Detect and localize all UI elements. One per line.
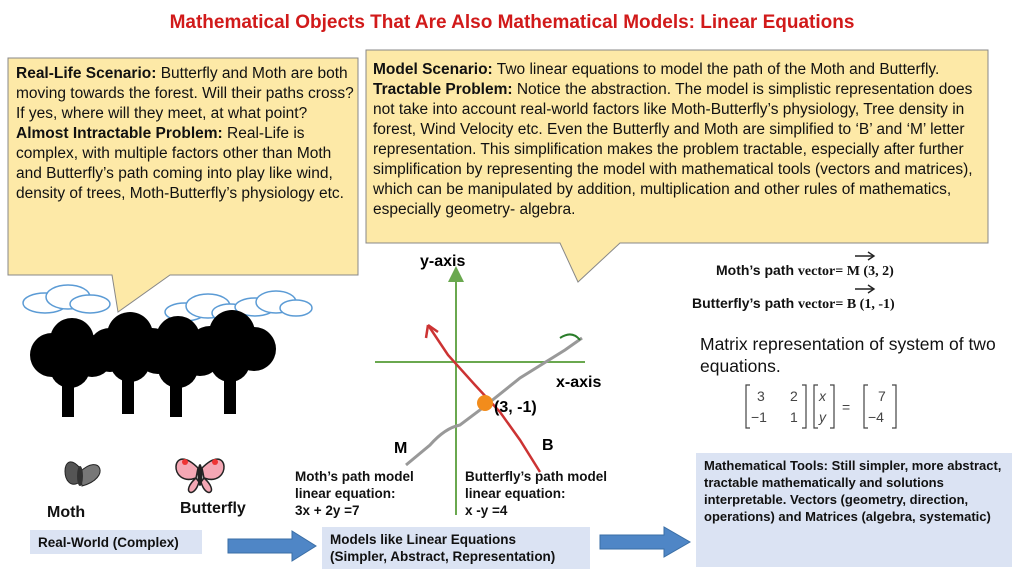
real-world-box: Real-World (Complex)	[30, 530, 202, 554]
matrix-a21: −1	[751, 409, 767, 425]
intractable-text: Real-Life is complex, with multiple factors other than Moth and Butterfly’s path coming into play like wind, density of trees, Moth-Butterfly’s physiology etc.	[16, 125, 344, 202]
matrix-rhs-1: 7	[878, 388, 886, 404]
tools-box: Mathematical Tools: Still simpler, more abstract, tractable mathematically and solutions interpretable. Vectors (geometry, direction, operations) and Matrices (algebra, systematic)	[696, 453, 1012, 567]
real-life-scenario-text: Butterfly and Moth are both moving towards the forest. Will their paths cross? If yes, where will they meet, at what point?	[16, 65, 354, 122]
tractable-label: Tractable Problem:	[373, 81, 513, 98]
tractable-text: Notice the abstraction. The model is simplistic representation does not take into account real-world factors like Moth-Butterfly’s physiology, Tree density in forest, Wind Velocity etc. Even the Butterfly and Moth are simplified to ‘B’ and ‘M’ letter representation. This simplification makes the problem tractable, especially after further simplification by representing the model with mathematical tools (vectors and matrices), which can be manipulated by addition, multiplication and other rules of mathematics, especially geometry- algebra.	[373, 81, 973, 218]
moth-eq-line2: linear equation:	[295, 486, 396, 501]
matrix-rhs-2: −4	[868, 409, 884, 425]
model-scenario-label: Model Scenario:	[373, 61, 493, 78]
intractable-label: Almost Intractable Problem:	[16, 125, 223, 142]
b-label: B	[542, 437, 554, 454]
matrix-var-x: x	[819, 388, 826, 404]
butterfly-vector-word: vector=	[798, 297, 844, 312]
moth-vector-prefix: Moth’s path	[716, 262, 798, 278]
models-line2: (Simpler, Abstract, Representation)	[330, 549, 556, 564]
arrow-right-icon	[600, 527, 690, 557]
moth-vector-value: M (3, 2)	[843, 264, 894, 279]
matrix-caption: Matrix representation of system of two equations.	[700, 334, 996, 376]
moth-label: Moth	[47, 504, 86, 521]
moth-eq-line1: Moth’s path model	[295, 469, 414, 484]
real-life-scenario-label: Real-Life Scenario:	[16, 65, 157, 82]
matrix-var-y: y	[819, 409, 826, 425]
butterfly-eq-line1: Butterfly’s path model	[465, 469, 608, 484]
butterfly-vector-prefix: Butterfly’s path	[692, 295, 799, 311]
arrow-right-icon	[228, 531, 316, 561]
butterfly-eq-line3: x -y =4	[465, 503, 508, 518]
matrix-a11: 3	[757, 388, 765, 404]
matrix-a22: 1	[790, 409, 798, 425]
page-title: Mathematical Objects That Are Also Mathematical Models: Linear Equations	[169, 12, 855, 33]
intersection-label: (3, -1)	[494, 399, 537, 416]
butterfly-eq-line2: linear equation:	[465, 486, 566, 501]
model-scenario-text: Two linear equations to model the path of the Moth and Butterfly.	[492, 61, 940, 78]
butterfly-vector-value: B (1, -1)	[843, 297, 895, 312]
moth-vector-word: vector=	[797, 264, 844, 279]
matrix-equals: =	[842, 399, 851, 415]
matrix-a12: 2	[790, 388, 798, 404]
moth-eq-line3: 3x + 2y =7	[295, 503, 360, 518]
butterfly-label: Butterfly	[180, 500, 246, 517]
x-axis-label: x-axis	[556, 374, 602, 391]
models-line1: Models like Linear Equations	[330, 532, 517, 547]
y-axis-label: y-axis	[420, 253, 466, 270]
m-label: M	[394, 440, 408, 457]
